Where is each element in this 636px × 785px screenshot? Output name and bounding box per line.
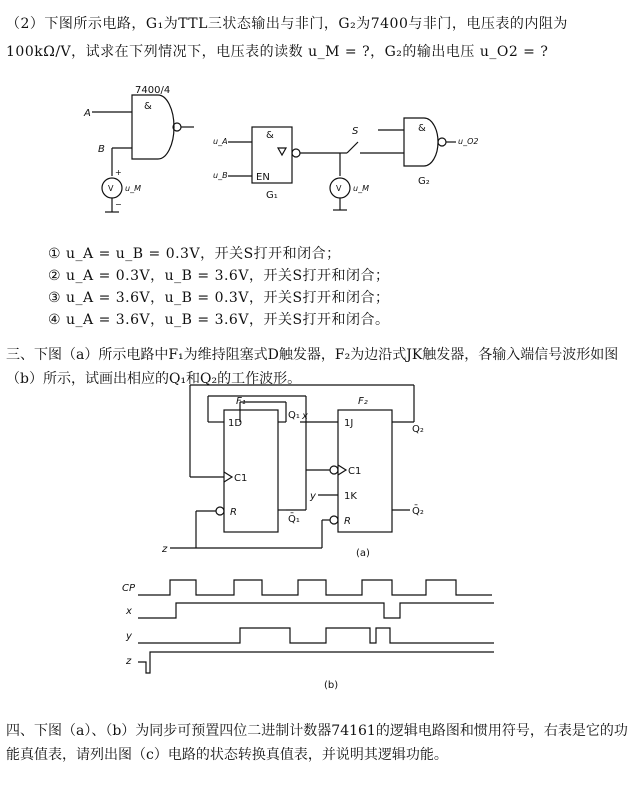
cp-label: CP xyxy=(122,583,136,594)
f1-reset-bubble xyxy=(216,507,224,515)
waveform-y xyxy=(138,628,494,643)
input-b-label: B xyxy=(98,144,105,155)
voltmeter-2-label: u_M xyxy=(353,184,369,193)
g2-amp-label: & xyxy=(418,123,426,134)
figure-a-caption: (a) xyxy=(356,548,370,559)
waveform-x xyxy=(138,603,494,618)
problem-2-text: （2）下图所示电路，G₁为TTL三状态输出与非门，G₂为7400与非门，电压表的内阻为100kΩ/V，试求在下列情况下，电压表的读数 u_M = ?，G₂的输出电压 u_O2 = ? xyxy=(6,16,568,60)
x-label: x xyxy=(302,411,308,422)
q1-bar-label: Q̄₁ xyxy=(288,514,300,525)
g2-name: G₂ xyxy=(418,176,430,187)
y-wave-label: y xyxy=(126,631,132,642)
q2-bar-label: Q̄₂ xyxy=(412,506,424,517)
circuit-1 xyxy=(92,95,194,212)
f2-c1-label: C1 xyxy=(348,466,362,477)
input-a-label: A xyxy=(84,108,91,119)
chip-label: 7400/4 xyxy=(135,85,171,96)
figure-b xyxy=(138,580,494,673)
g1-in-b-label: u_B xyxy=(213,171,228,180)
f1-label: F₁ xyxy=(236,396,246,407)
problem-3-text: 三、下图（a）所示电路中F₁为维持阻塞式D触发器，F₂为边沿式JK触发器，各输入端信号波形如图（b）所示，试画出相应的Q₁和Q₂的工作波形。 xyxy=(6,347,619,387)
f1-clock-edge xyxy=(224,472,232,482)
tristate-symbol xyxy=(278,148,286,155)
f2-clock-edge xyxy=(338,465,346,475)
y-label: y xyxy=(310,491,316,502)
f1-r-label: R xyxy=(230,507,237,518)
condition-3: ③ u_A = 3.6V，u_B = 0.3V，开关S打开和闭合； xyxy=(48,290,390,306)
f2-k-label: 1K xyxy=(344,491,357,502)
g1-in-a-label: u_A xyxy=(213,137,228,146)
f2-j-label: 1J xyxy=(344,418,354,429)
g2-output-bubble xyxy=(438,138,446,146)
f1-d-label: 1D xyxy=(228,418,243,429)
condition-4: ④ u_A = 3.6V，u_B = 3.6V，开关S打开和闭合。 xyxy=(48,312,390,328)
f2-reset-bubble xyxy=(330,516,338,524)
voltmeter-1-minus: − xyxy=(115,200,122,209)
voltmeter-1-plus: + xyxy=(115,168,122,177)
condition-1: ① u_A = u_B = 0.3V，开关S打开和闭合； xyxy=(48,246,341,262)
voltmeter-1-label: u_M xyxy=(125,184,141,193)
waveform-z xyxy=(138,652,494,673)
nand-amp-label: & xyxy=(144,101,152,112)
f2-clock-bubble xyxy=(330,466,338,474)
condition-2: ② u_A = 0.3V，u_B = 3.6V，开关S打开和闭合； xyxy=(48,268,390,284)
voltmeter-2-symbol: V xyxy=(336,184,342,193)
waveform-cp xyxy=(138,580,492,595)
g1-output-bubble xyxy=(292,149,300,157)
problem-4-text: 四、下图（a）、（b）为同步可预置四位二进制计数器74161的逻辑电路图和惯用符号，右表是它的功能真值表，请列出图（c）电路的状态转换真值表，并说明其逻辑功能。 xyxy=(6,723,628,763)
switch-label: S xyxy=(352,126,359,137)
z-wave-label: z xyxy=(126,656,132,667)
g2-output-label: u_O2 xyxy=(458,137,479,146)
f2-label: F₂ xyxy=(358,396,368,407)
g1-en-label: EN xyxy=(256,172,270,183)
figure-b-caption: (b) xyxy=(324,680,339,691)
q2-label: Q₂ xyxy=(412,424,424,435)
q1-label: Q₁ xyxy=(288,410,300,421)
g1-amp-label: & xyxy=(266,130,274,141)
x-wave-label: x xyxy=(126,606,132,617)
voltmeter-1-symbol: V xyxy=(108,184,114,193)
f2-r-label: R xyxy=(344,516,351,527)
nand-gate-7400 xyxy=(132,95,174,159)
switch-s xyxy=(347,142,358,153)
z-label: z xyxy=(162,544,168,555)
g1-name: G₁ xyxy=(266,190,278,201)
f1-c1-label: C1 xyxy=(234,473,248,484)
